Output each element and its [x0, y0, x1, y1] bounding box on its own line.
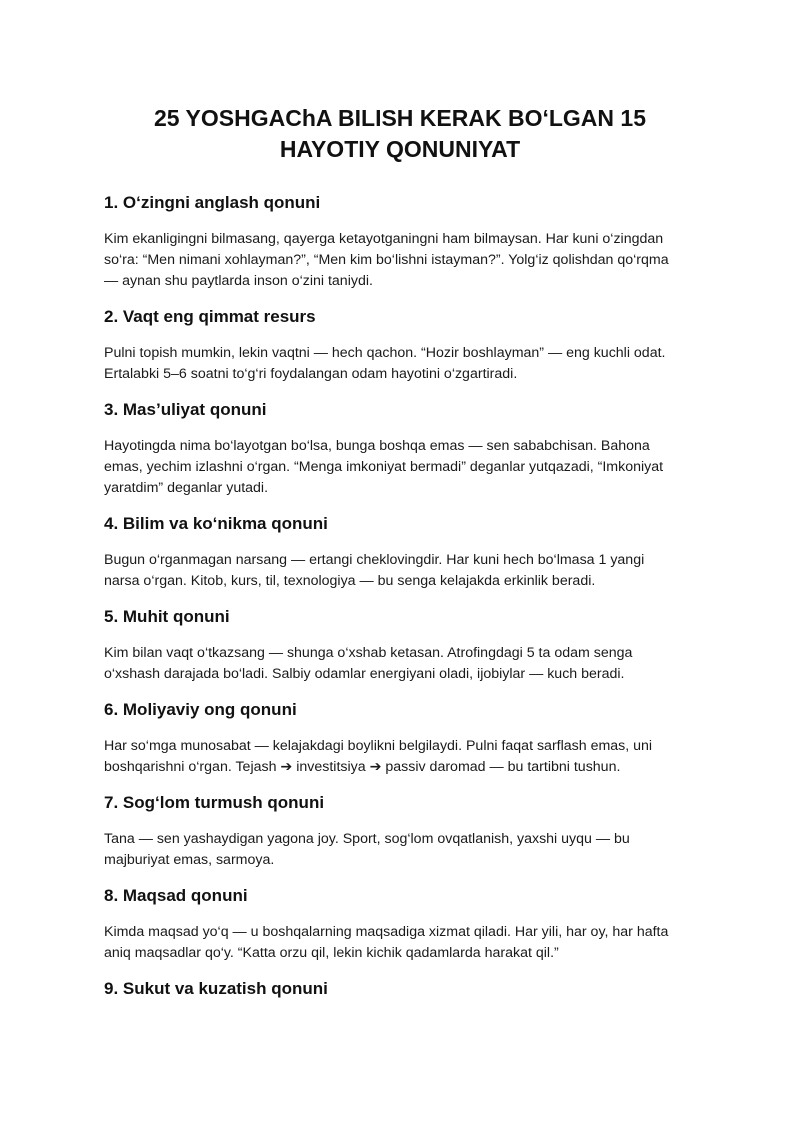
section-4	[104, 512, 696, 592]
paragraph-line: Kimda maqsad yo‘q — u boshqalarning maqsadiga xizmat qiladi. Har yili, har oy, har hafta	[104, 924, 669, 940]
paragraph-line: boshqarishni o‘rgan. Tejash ➔ investitsiya ➔ passiv daromad — bu tartibni tushun.	[104, 759, 621, 775]
paragraph-line: Ertalabki 5–6 soatni to‘g‘ri foydalangan odam hayotini o‘zgartiradi.	[104, 366, 518, 382]
section-paragraph	[104, 643, 696, 685]
paragraph-line: — aynan shu paytlarda inson o‘zini taniydi.	[104, 273, 373, 289]
section-6	[104, 698, 696, 778]
document-title	[104, 103, 696, 165]
section-2	[104, 305, 696, 385]
section-5	[104, 605, 696, 685]
section-paragraph	[104, 922, 696, 964]
title-line: 25 YOSHGAChA BILISH KERAK BO‘LGAN 15	[153, 105, 647, 131]
section-heading: 3. Mas’uliyat qonuni	[104, 400, 267, 419]
section-heading: 2. Vaqt eng qimmat resurs	[104, 307, 316, 326]
section-9	[104, 977, 696, 1001]
paragraph-line: Tana — sen yashaydigan yagona joy. Sport, sog‘lom ovqatlanish, yaxshi uyqu — bu	[104, 831, 630, 847]
section-paragraph	[104, 550, 696, 592]
section-paragraph	[104, 229, 696, 292]
paragraph-line: Kim ekanligingni bilmasang, qayerga ketayotganingni ham bilmaysan. Har kuni o‘zingdan	[104, 231, 664, 247]
section-paragraph	[104, 829, 696, 871]
section-heading: 8. Maqsad qonuni	[104, 886, 248, 905]
paragraph-line: Kim bilan vaqt o‘tkazsang — shunga o‘xshab ketasan. Atrofingdagi 5 ta odam senga	[104, 645, 633, 661]
paragraph-line: Pulni topish mumkin, lekin vaqtni — hech qachon. “Hozir boshlayman” — eng kuchli odat.	[104, 345, 666, 361]
paragraph-line: Hayotingda nima bo‘layotgan bo‘lsa, bunga boshqa emas — sen sababchisan. Bahona	[104, 438, 650, 454]
section-heading: 9. Sukut va kuzatish qonuni	[104, 979, 328, 998]
paragraph-line: narsa o‘rgan. Kitob, kurs, til, texnologiya — bu senga kelajakda erkinlik beradi.	[104, 573, 596, 589]
section-1	[104, 191, 696, 292]
section-heading: 4. Bilim va ko‘nikma qonuni	[104, 514, 328, 533]
paragraph-line: so‘ra: “Men nimani xohlayman?”, “Men kim bo‘lishni istayman?”. Yolg‘iz qolishdan qo‘rqma	[104, 252, 669, 268]
section-heading: 6. Moliyaviy ong qonuni	[104, 700, 297, 719]
section-7	[104, 791, 696, 871]
section-paragraph	[104, 343, 696, 385]
section-heading: 1. O‘zingni anglash qonuni	[104, 193, 321, 212]
section-8	[104, 884, 696, 964]
paragraph-line: majburiyat emas, sarmoya.	[104, 852, 275, 868]
section-3	[104, 398, 696, 499]
section-paragraph	[104, 436, 696, 499]
paragraph-line: aniq maqsadlar qo‘y. “Katta orzu qil, lekin kichik qadamlarda harakat qil.”	[104, 945, 559, 961]
paragraph-line: emas, yechim izlashni o‘rgan. “Menga imkoniyat bermadi” deganlar yutqazadi, “Imkoniyat	[104, 459, 664, 475]
section-heading: 7. Sog‘lom turmush qonuni	[104, 793, 325, 812]
paragraph-line: Har so‘mga munosabat — kelajakdagi boylikni belgilaydi. Pulni faqat sarflash emas, uni	[104, 738, 653, 754]
paragraph-line: Bugun o‘rganmagan narsang — ertangi cheklovingdir. Har kuni hech bo‘lmasa 1 yangi	[104, 552, 645, 568]
paragraph-line: o‘xshash darajada bo‘ladi. Salbiy odamlar energiyani oladi, ijobiylar — kuch beradi.	[104, 666, 625, 682]
section-paragraph	[104, 736, 696, 778]
title-line: HAYOTIY QONUNIYAT	[279, 136, 521, 162]
section-heading: 5. Muhit qonuni	[104, 607, 230, 626]
paragraph-line: yaratdim” deganlar yutadi.	[104, 480, 269, 496]
